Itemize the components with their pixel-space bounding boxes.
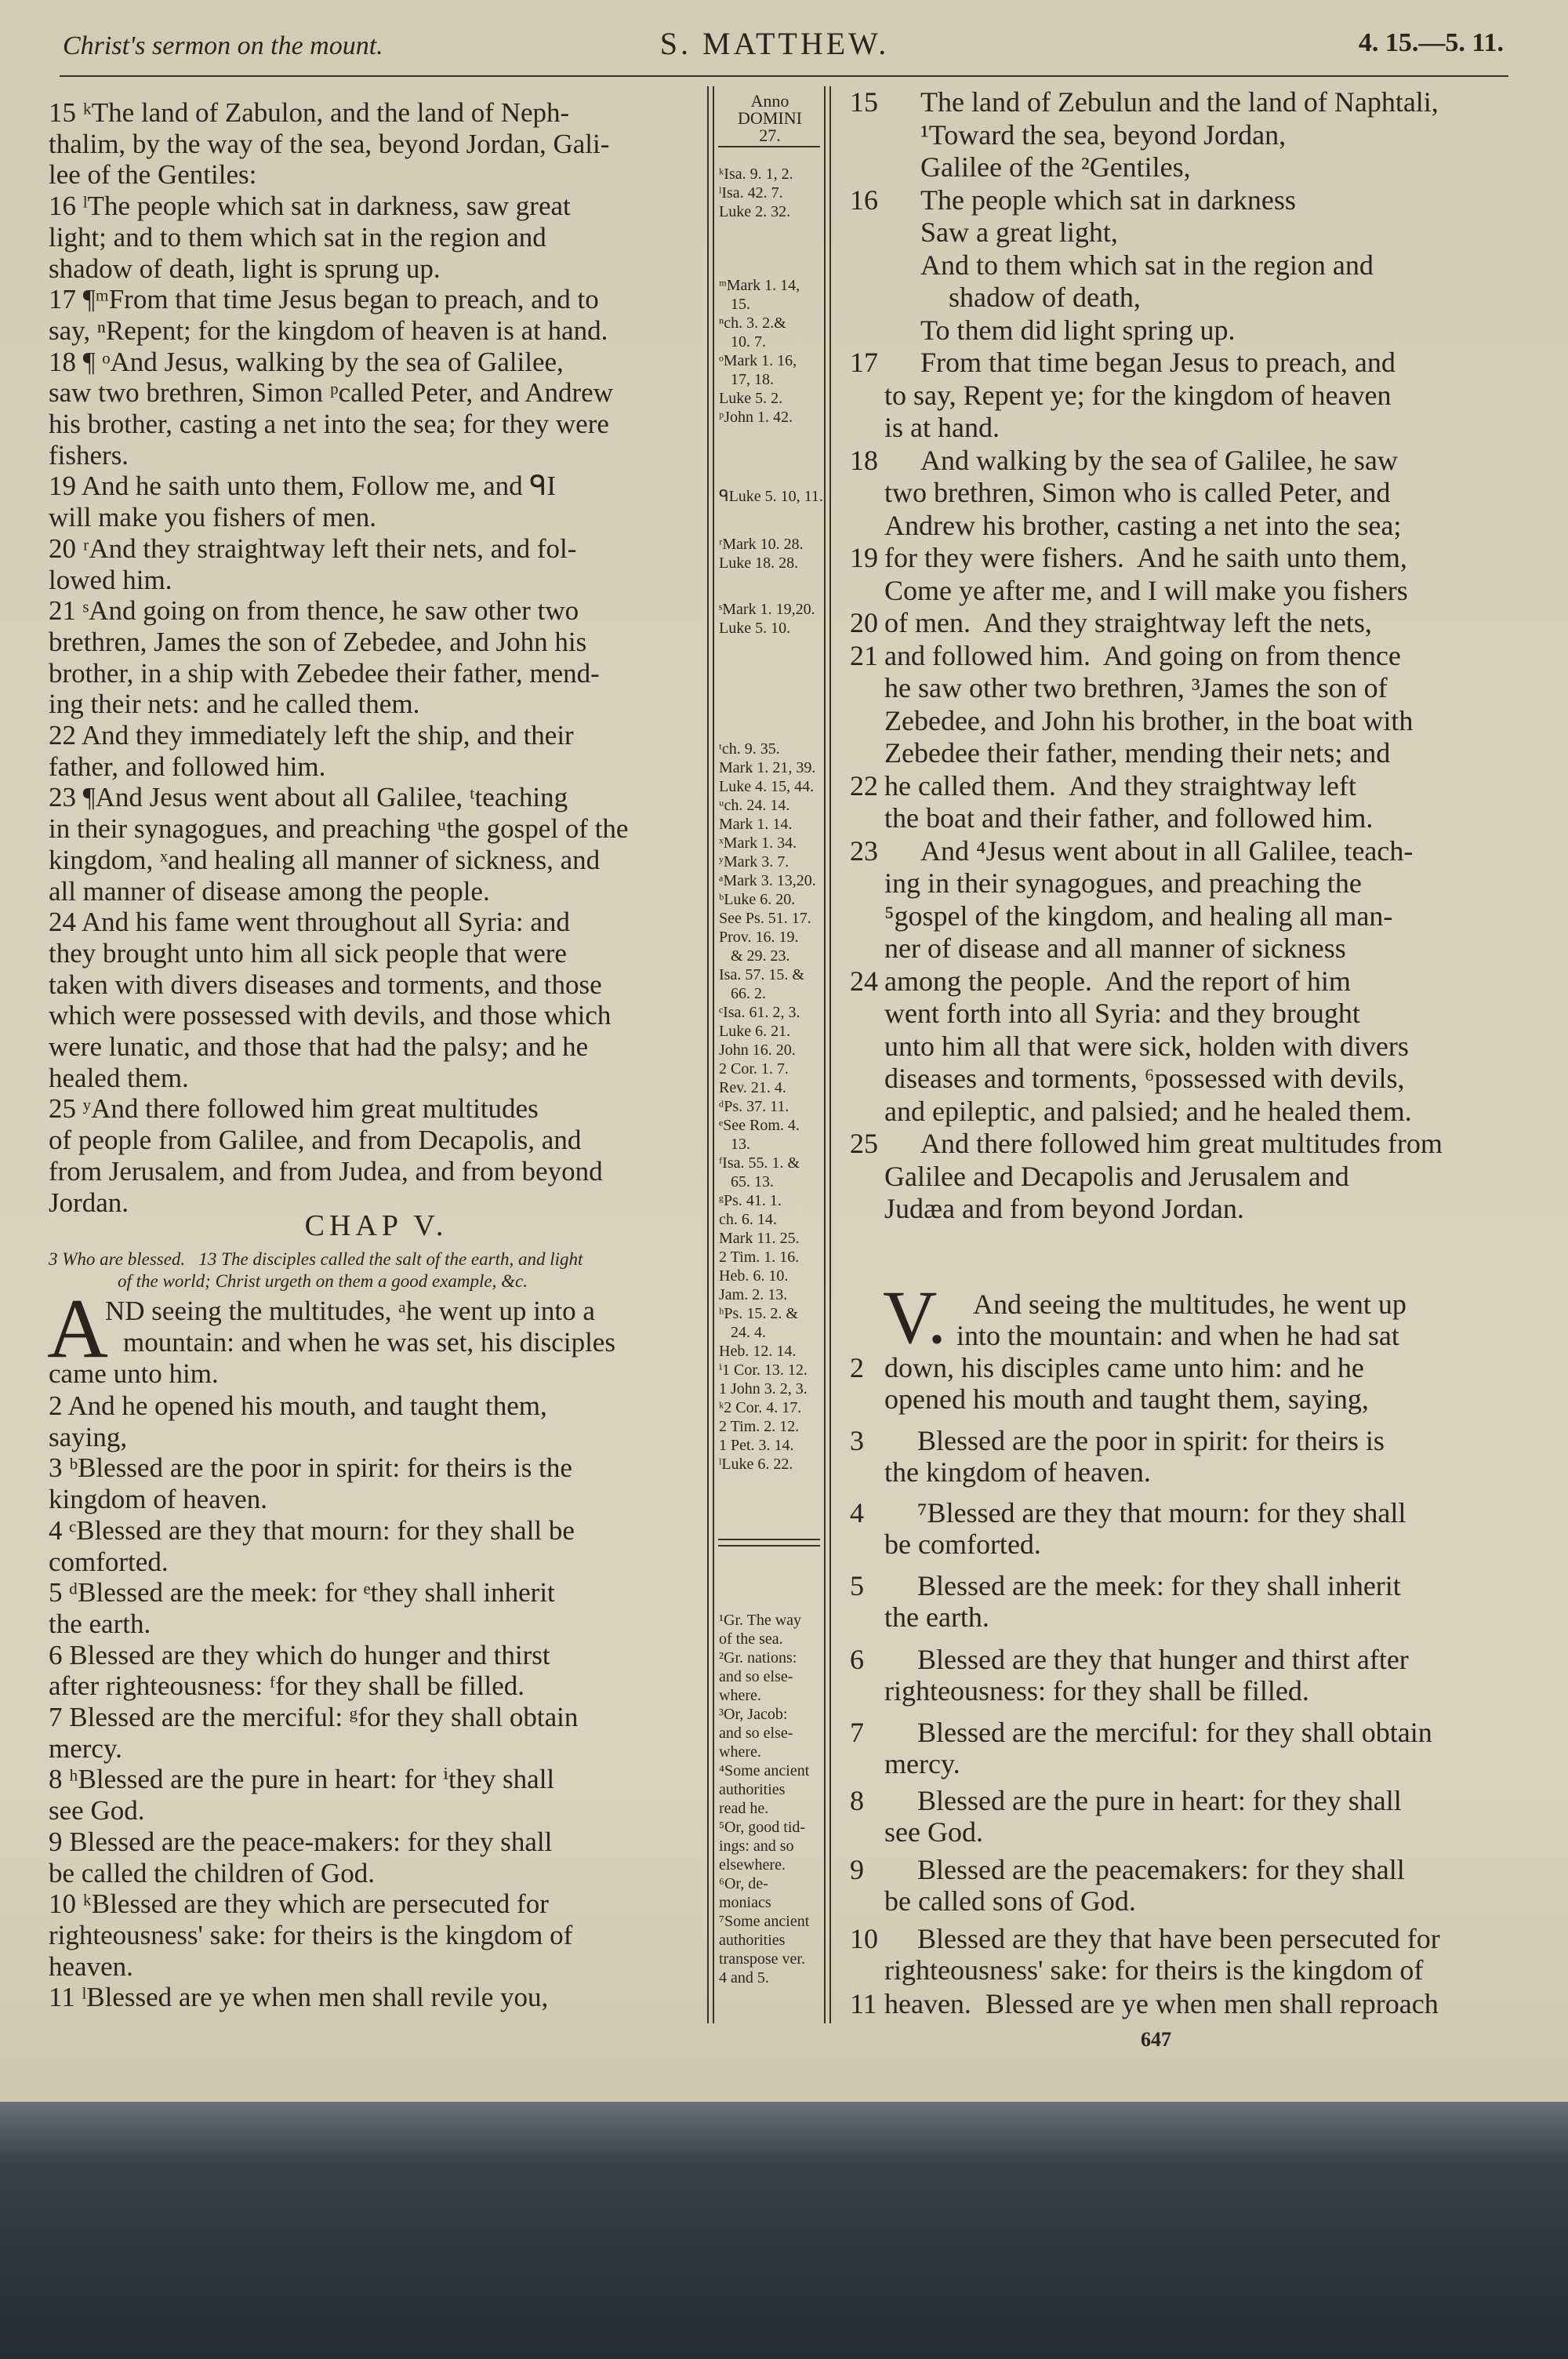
verse-number: 3: [850, 1425, 864, 1456]
cross-reference: ⁿch. 3. 2.&: [719, 314, 786, 332]
text-line: went forth into all Syria: and they brought: [884, 998, 1360, 1029]
cross-reference: Luke 5. 10.: [719, 620, 791, 637]
text-line: Galilee of the ²Gentiles,: [920, 151, 1191, 183]
text-line: 19 And he saith unto them, Follow me, and ᑫI: [49, 471, 557, 502]
footnote-line: authorities: [719, 1932, 786, 1949]
text-line: comforted.: [49, 1546, 169, 1577]
text-line: And walking by the sea of Galilee, he saw: [920, 444, 1398, 476]
verse-number: 11: [850, 1988, 877, 2019]
text-line: of people from Galilee, and from Decapolis, and: [49, 1125, 582, 1156]
text-line: ⁷Blessed are they that mourn: for they shall: [917, 1497, 1406, 1528]
text-line: Blessed are the peacemakers: for they shall: [917, 1854, 1405, 1885]
text-line: say, ⁿRepent; for the kingdom of heaven is at hand.: [49, 314, 608, 346]
footnote-line: of the sea.: [719, 1630, 783, 1648]
footnote-line: ³Or, Jacob:: [719, 1706, 788, 1723]
text-line: ing their nets: and he called them.: [49, 689, 420, 720]
margin-rule: [829, 86, 831, 2023]
text-line: of men. And they straightway left the nets,: [884, 607, 1372, 638]
text-line: kingdom, ˣand healing all manner of sickness, and: [49, 844, 601, 875]
footnote-line: elsewhere.: [719, 1856, 786, 1874]
text-line: And to them which sat in the region and: [920, 249, 1374, 281]
text-line: for they were fishers. And he saith unto them,: [884, 542, 1407, 573]
text-line: taken with divers diseases and torments, and those: [49, 969, 602, 1000]
cross-reference: ˢMark 1. 19,20.: [719, 601, 815, 618]
text-line: Come ye after me, and I will make you fishers: [884, 574, 1408, 606]
cross-reference: ᵐMark 1. 14,: [719, 277, 800, 294]
cross-reference: 2 Tim. 1. 16.: [719, 1249, 800, 1266]
text-line: unto him all that were sick, holden with divers: [884, 1030, 1409, 1062]
text-line: 23 ¶And Jesus went about all Galilee, ᵗteaching: [49, 782, 568, 813]
cross-reference: ˣMark 1. 34.: [719, 834, 797, 852]
text-line: 24 And his fame went throughout all Syria: and: [49, 907, 570, 938]
running-head-book: S. MATTHEW.: [659, 26, 890, 61]
verse-number: 8: [850, 1785, 864, 1816]
text-line: ner of disease and all manner of sickness: [884, 932, 1346, 964]
text-line: Andrew his brother, casting a net into the sea;: [884, 509, 1402, 541]
text-line: Blessed are the merciful: for they shall obtain: [917, 1717, 1432, 1748]
verse-number: 25: [850, 1128, 878, 1159]
chapter-summary: 3 Who are blessed. 13 The disciples called the salt of the earth, and light: [49, 1249, 583, 1269]
cross-reference: & 29. 23.: [719, 947, 790, 965]
text-line: 6 Blessed are they which do hunger and thirst: [49, 1639, 550, 1670]
text-line: 18 ¶ ᵒAnd Jesus, walking by the sea of Galilee,: [49, 346, 564, 377]
text-line: 10 ᵏBlessed are they which are persecuted for: [49, 1888, 549, 1920]
cross-reference: Isa. 57. 15. &: [719, 966, 804, 983]
cross-reference: ᑫLuke 5. 10, 11.: [719, 488, 823, 505]
verse-number: 7: [850, 1717, 864, 1748]
text-line: which were possessed with devils, and those which: [49, 1000, 612, 1031]
verse-number: 4: [850, 1497, 864, 1528]
text-line: lee of the Gentiles:: [49, 159, 257, 191]
cross-reference: ʰPs. 15. 2. &: [719, 1305, 798, 1322]
text-line: the kingdom of heaven.: [884, 1456, 1151, 1488]
verse-number: 21: [850, 639, 878, 671]
cross-reference: 24. 4.: [719, 1324, 766, 1341]
text-line: 5 ᵈBlessed are the meek: for ᵉthey shall inherit: [49, 1577, 555, 1608]
footnote-line: where.: [719, 1743, 761, 1761]
text-line: mercy.: [49, 1732, 122, 1764]
cross-reference: ʳMark 10. 28.: [719, 536, 804, 553]
text-line: To them did light spring up.: [920, 314, 1236, 346]
text-line: Blessed are the poor in spirit: for theirs is: [917, 1425, 1385, 1456]
text-line: 7 Blessed are the merciful: ᵍfor they shall obtain: [49, 1702, 579, 1732]
text-line: he called them. And they straightway left: [884, 769, 1356, 801]
text-line: Judæa and from beyond Jordan.: [884, 1193, 1244, 1224]
footnote-line: 4 and 5.: [719, 1969, 769, 1986]
text-line: from Jerusalem, and from Judea, and from beyond: [49, 1155, 603, 1187]
cross-reference: 15.: [719, 296, 750, 313]
verse-number: 10: [850, 1923, 878, 1954]
cross-reference: Rev. 21. 4.: [719, 1079, 786, 1096]
text-line: shadow of death, light is sprung up.: [49, 253, 441, 284]
text-line: two brethren, Simon who is called Peter, and: [884, 477, 1391, 508]
text-line: lowed him.: [49, 564, 172, 595]
footnote-line: and so else-: [719, 1668, 793, 1685]
text-line: And ⁴Jesus went about in all Galilee, teach-: [920, 834, 1414, 867]
text-line: down, his disciples came unto him: and he: [884, 1352, 1364, 1383]
cross-reference: 66. 2.: [719, 985, 766, 1002]
text-line: 21 ˢAnd going on from thence, he saw other two: [49, 595, 579, 627]
text-line: his brother, casting a net into the sea; for they were: [49, 409, 609, 439]
footnote-line: ⁶Or, de-: [719, 1875, 768, 1892]
cross-reference: 65. 13.: [719, 1173, 774, 1190]
cross-reference: Heb. 12. 14.: [719, 1343, 797, 1360]
footnote-line: authorities: [719, 1781, 786, 1798]
verse-number: 2: [850, 1352, 864, 1383]
text-line: and followed him. And going on from thence: [884, 639, 1401, 671]
footnote-line: read he.: [719, 1800, 769, 1817]
text-line: fishers.: [49, 439, 129, 471]
text-line: ⁵gospel of the kingdom, and healing all man-: [884, 900, 1393, 932]
margin-head-rule: [718, 146, 820, 147]
text-line: kingdom of heaven.: [49, 1484, 267, 1515]
text-line: Blessed are the meek: for they shall inherit: [917, 1570, 1401, 1601]
margin-rule: [824, 86, 826, 2023]
text-line: righteousness' sake: for theirs is the kingdom of: [884, 1954, 1424, 1986]
cross-reference: 13.: [719, 1136, 750, 1153]
cross-reference: ᵇLuke 6. 20.: [719, 891, 796, 908]
text-line: heaven. Blessed are ye when men shall reproach: [884, 1988, 1439, 2019]
text-line: Galilee and Decapolis and Jerusalem and: [884, 1160, 1349, 1192]
text-line: they brought unto him all sick people that were: [49, 937, 567, 969]
text-line: heaven.: [49, 1950, 133, 1982]
cross-reference: Jam. 2. 13.: [719, 1286, 788, 1303]
cross-reference: ᵖJohn 1. 42.: [719, 409, 793, 426]
cross-reference: ˡLuke 6. 22.: [719, 1456, 793, 1473]
cross-reference: ch. 6. 14.: [719, 1211, 777, 1228]
text-line: brethren, James the son of Zebedee, and John his: [49, 626, 587, 657]
margin-footnote-rule: [718, 1545, 820, 1547]
text-line: The land of Zebulun and the land of Naphtali,: [920, 86, 1439, 118]
text-line: 4 ᶜBlessed are they that mourn: for they shall be: [49, 1514, 575, 1546]
text-line: will make you fishers of men.: [49, 502, 376, 533]
text-line: ND seeing the multitudes, ᵃhe went up into a: [105, 1296, 595, 1326]
dropcap-v: V.: [883, 1275, 946, 1359]
text-line: opened his mouth and taught them, saying,: [884, 1383, 1369, 1415]
cross-reference: ᶜIsa. 61. 2, 3.: [719, 1004, 800, 1021]
text-line: And there followed him great multitudes from: [920, 1128, 1443, 1159]
text-line: ¹Toward the sea, beyond Jordan,: [920, 118, 1287, 151]
verse-number: 24: [850, 965, 878, 997]
footnote-line: ⁷Some ancient: [719, 1913, 810, 1930]
verse-number: 16: [850, 184, 878, 216]
text-line: Blessed are they that hunger and thirst after: [917, 1644, 1409, 1675]
verse-number: 20: [850, 607, 878, 638]
cross-reference: Heb. 6. 10.: [719, 1267, 789, 1285]
table-surface: [0, 2102, 1568, 2359]
footnote-line: ⁴Some ancient: [719, 1762, 810, 1779]
running-head-range: 4. 15.—5. 11.: [1358, 28, 1504, 57]
cross-reference: ᵍPs. 41. 1.: [719, 1192, 782, 1209]
chapter-summary: of the world; Christ urgeth on them a good example, &c.: [118, 1271, 528, 1291]
margin-rule: [707, 86, 709, 2023]
text-line: 25 ʸAnd there followed him great multitudes: [49, 1093, 539, 1125]
text-line: came unto him.: [49, 1358, 219, 1389]
footnote-line: ⁵Or, good tid-: [719, 1819, 806, 1836]
cross-reference: ᵈPs. 37. 11.: [719, 1098, 789, 1115]
cross-reference: ˡIsa. 42. 7.: [719, 184, 783, 202]
text-line: be called sons of God.: [884, 1885, 1136, 1917]
cross-reference: 1 John 3. 2, 3.: [719, 1380, 808, 1398]
cross-reference: Luke 4. 15, 44.: [719, 778, 815, 795]
text-line: And seeing the multitudes, he went up: [973, 1289, 1406, 1320]
cross-reference: ᵗch. 9. 35.: [719, 740, 780, 758]
year-label: 27.: [759, 125, 781, 145]
text-line: in their synagogues, and preaching ᵘthe gospel of the: [49, 813, 629, 845]
verse-number: 9: [850, 1854, 864, 1885]
text-line: all manner of disease among the people.: [49, 875, 490, 907]
footnote-line: ¹Gr. The way: [719, 1612, 802, 1629]
text-line: 8 ʰBlessed are the pure in heart: for ⁱthey shall: [49, 1764, 555, 1795]
cross-reference: ᵏ2 Cor. 4. 17.: [719, 1399, 802, 1416]
anno-label: Anno: [750, 91, 789, 111]
verse-number: 17: [850, 347, 878, 378]
verse-number: 15: [850, 86, 878, 118]
cross-reference: ⁱ1 Cor. 13. 12.: [719, 1361, 808, 1379]
text-line: among the people. And the report of him: [884, 965, 1351, 997]
cross-reference: Luke 18. 28.: [719, 554, 799, 572]
text-line: 2 And he opened his mouth, and taught them,: [49, 1390, 547, 1421]
text-line: the earth.: [49, 1608, 151, 1639]
text-line: saw two brethren, Simon ᵖcalled Peter, and Andrew: [49, 377, 613, 409]
cross-reference: 1 Pet. 3. 14.: [719, 1437, 794, 1454]
page-number: 647: [1141, 2028, 1171, 2051]
cross-reference: Luke 6. 21.: [719, 1023, 791, 1040]
footnote-line: ings: and so: [719, 1837, 794, 1855]
chapter-heading: CHAP V.: [304, 1209, 448, 1242]
text-line: Blessed are they that have been persecuted for: [917, 1923, 1440, 1954]
text-line: mercy.: [884, 1748, 960, 1779]
text-line: see God.: [49, 1795, 145, 1826]
running-head-topic: Christ's sermon on the mount.: [63, 31, 383, 60]
text-line: after righteousness: ᶠfor they shall be filled.: [49, 1670, 524, 1702]
text-line: righteousness: for they shall be filled.: [884, 1675, 1309, 1707]
text-line: see God.: [884, 1816, 983, 1848]
text-line: Zebedee, and John his brother, in the boat with: [884, 704, 1414, 736]
cross-reference: 2 Tim. 2. 12.: [719, 1418, 800, 1435]
verse-number: 19: [850, 542, 878, 573]
text-line: 20 ʳAnd they straightway left their nets, and fol-: [49, 533, 577, 564]
cross-reference: ʸMark 3. 7.: [719, 853, 789, 871]
verse-number: 6: [850, 1644, 864, 1675]
verse-number: 5: [850, 1570, 864, 1601]
text-line: and epileptic, and palsied; and he healed them.: [884, 1095, 1412, 1127]
cross-reference: ᵉSee Rom. 4.: [719, 1117, 800, 1134]
text-line: light; and to them which sat in the region and: [49, 221, 546, 253]
text-line: Blessed are the pure in heart: for they shall: [917, 1785, 1402, 1816]
text-line: 16 ˡThe people which sat in darkness, saw great: [49, 191, 571, 222]
cross-reference: 2 Cor. 1. 7.: [719, 1060, 789, 1078]
text-line: is at hand.: [884, 412, 1000, 443]
verse-number: 23: [850, 834, 878, 867]
cross-reference: John 16. 20.: [719, 1041, 796, 1059]
cross-reference: ᵒMark 1. 16,: [719, 352, 797, 369]
header-rule: [60, 75, 1508, 77]
cross-reference: 10. 7.: [719, 333, 766, 351]
margin-footnote-rule: [718, 1539, 820, 1540]
dropcap-a: A: [47, 1282, 108, 1376]
text-line: 22 And they immediately left the ship, and their: [49, 720, 574, 751]
text-line: shadow of death,: [949, 282, 1141, 313]
text-line: brother, in a ship with Zebedee their father, mend-: [49, 657, 600, 689]
text-line: the earth.: [884, 1601, 989, 1633]
text-line: mountain: and when he was set, his disciples: [123, 1327, 615, 1358]
text-line: 15 ᵏThe land of Zabulon, and the land of Neph-: [49, 97, 570, 128]
text-line: diseases and torments, ⁶possessed with devils,: [884, 1063, 1405, 1094]
verse-number: 22: [850, 769, 878, 801]
text-line: 9 Blessed are the peace-makers: for they shall: [49, 1826, 553, 1857]
text-line: Zebedee their father, mending their nets; and: [884, 737, 1391, 769]
cross-reference: ᵏIsa. 9. 1, 2.: [719, 165, 793, 183]
cross-reference: ᵃMark 3. 13,20.: [719, 872, 816, 889]
verse-number: 18: [850, 444, 878, 476]
text-line: 11 ˡBlessed are ye when men shall revile you,: [49, 1982, 549, 2013]
cross-reference: Mark 1. 21, 39.: [719, 759, 816, 776]
footnote-line: moniacs: [719, 1894, 771, 1911]
footnote-line: and so else-: [719, 1725, 793, 1742]
footnote-line: transpose ver.: [719, 1950, 805, 1968]
text-line: 17 ¶ᵐFrom that time Jesus began to preach, and to: [49, 284, 599, 315]
text-line: 3 ᵇBlessed are the poor in spirit: for theirs is the: [49, 1452, 572, 1484]
cross-reference: Luke 2. 32.: [719, 203, 791, 220]
text-line: righteousness' sake: for theirs is the kingdom of: [49, 1919, 573, 1950]
cross-reference: Mark 11. 25.: [719, 1230, 800, 1247]
text-line: thalim, by the way of the sea, beyond Jordan, Gali-: [49, 128, 610, 159]
text-line: father, and followed him.: [49, 751, 326, 782]
text-line: to say, Repent ye; for the kingdom of heaven: [884, 379, 1392, 411]
margin-rule: [713, 86, 714, 2023]
cross-reference: Luke 5. 2.: [719, 390, 783, 407]
cross-reference: ᶠIsa. 55. 1. &: [719, 1154, 800, 1172]
text-line: the boat and their father, and followed him.: [884, 802, 1374, 834]
text-line: into the mountain: and when he had sat: [956, 1320, 1399, 1351]
text-line: he saw other two brethren, ³James the son of: [884, 672, 1388, 703]
text-line: be comforted.: [884, 1528, 1041, 1560]
text-line: saying,: [49, 1421, 128, 1452]
footnote-line: ²Gr. nations:: [719, 1649, 797, 1667]
text-line: were lunatic, and those that had the palsy; and he: [49, 1031, 589, 1062]
text-line: Saw a great light,: [920, 216, 1118, 248]
domini-label: DOMINI: [738, 108, 802, 128]
text-line: ing in their synagogues, and preaching the: [884, 867, 1362, 899]
cross-reference: ᵘch. 24. 14.: [719, 797, 790, 814]
text-line: healed them.: [49, 1062, 189, 1093]
cross-reference: 17, 18.: [719, 371, 774, 388]
text-line: From that time began Jesus to preach, and: [920, 347, 1396, 378]
text-line: The people which sat in darkness: [920, 184, 1296, 216]
text-line: Jordan.: [49, 1187, 129, 1218]
cross-reference: See Ps. 51. 17.: [719, 910, 811, 927]
cross-reference: Prov. 16. 19.: [719, 929, 799, 946]
cross-reference: Mark 1. 14.: [719, 816, 793, 833]
footnote-line: where.: [719, 1687, 761, 1704]
text-line: be called the children of God.: [49, 1857, 375, 1888]
